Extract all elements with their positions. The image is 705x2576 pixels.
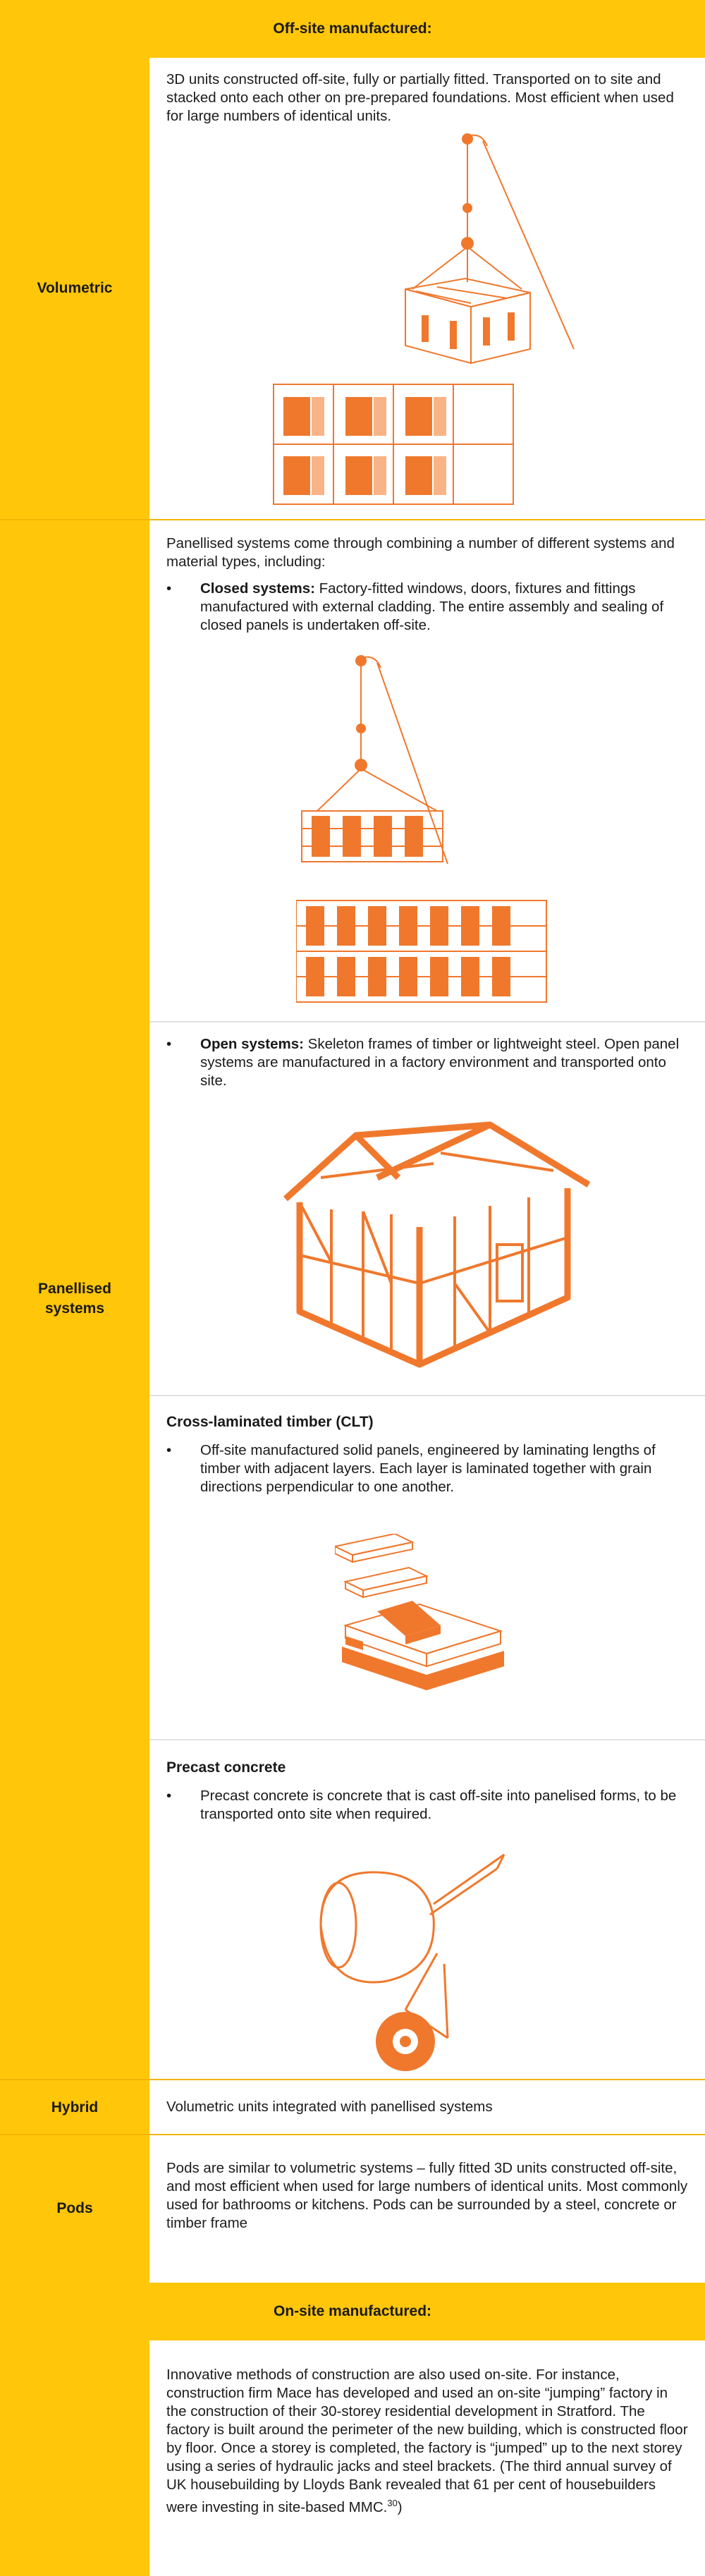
closed-systems-title: Closed systems: [200, 580, 315, 597]
cement-mixer-illustration [307, 1848, 518, 2073]
subrow-divider [149, 1739, 705, 1740]
onsite-footnote: 30 [387, 2498, 398, 2508]
bullet-dot: • [166, 1442, 172, 1458]
offsite-header-label: Off-site manufactured: [273, 20, 432, 37]
clt-text: Off-site manufactured solid panels, engineered by laminating lengths of timber with adjacent layers. Each layer is laminated together with grain directions perpendicular to one another. [200, 1442, 656, 1495]
clt-title: Cross-laminated timber (CLT) [166, 1414, 374, 1430]
onsite-header-label: On-site manufactured: [273, 2303, 432, 2319]
offsite-label-column [0, 58, 149, 2283]
panellised-label: Panellised systems [38, 1281, 111, 1317]
open-systems-title: Open systems: [200, 1036, 304, 1052]
onsite-description [166, 2366, 688, 2517]
onsite-label-column [0, 2340, 149, 2576]
volumetric-description: 3D units constructed off-site, fully or partially fitted. Transported on to site and stacked onto each other on pre-prepared foundations. Most efficient when used for large numbers of identical units. [166, 71, 674, 124]
subrow-divider [149, 1395, 705, 1396]
subrow-divider [149, 1021, 705, 1023]
pods-description: Pods are similar to volumetric systems – fully fitted 3D units constructed off-site, and most efficient when used for large numbers of identical units. Most commonly used for bathrooms or kitchens. Pods can be surrounded by a steel, concrete or timber frame [166, 2160, 688, 2231]
precast-text: Precast concrete is concrete that is cast off-site into panelised forms, to be transported onto site when required. [200, 1788, 677, 1822]
onsite-text: Innovative methods of construction are also used on-site. For instance, construction firm Mace has developed and used an on-site “jumping” factory in the construction of their 30-storey residential development in Stratford. The factory is built around the perimeter of the new building, which is constructed floor by floor. Once a storey is completed, the factory is “jumped” up to the next storey using a series of hydraulic jacks and steel brackets. (The third annual survey of UK housebuilding by Lloyds Bank revealed that 61 per cent of housebuilders were investing in site-based MMC. [166, 2367, 688, 2515]
open-systems-desc: Skeleton frames of timber or lightweight steel. Open panel systems are manufactured in a factory environment and transported onto site. [200, 1036, 680, 1089]
clt-bullet [166, 1441, 688, 1498]
closed-systems-desc: Factory-fitted windows, doors, fixtures and fittings manufactured with external cladding. The entire assembly and sealing of closed panels is undertaken off-site. [200, 580, 664, 633]
precast-bullet [166, 1787, 688, 1829]
offsite-header [0, 0, 705, 58]
bullet-dot: • [166, 1036, 172, 1052]
hybrid-description: Volumetric units integrated with panellised systems [166, 2099, 493, 2115]
onsite-header [0, 2283, 705, 2340]
clt-panels-illustration [335, 1534, 511, 1699]
timber-frame-house-illustration [278, 1121, 592, 1368]
onsite-closing: ) [397, 2498, 403, 2515]
pods-label: Pods [56, 2200, 93, 2216]
crane-module-illustration [268, 130, 592, 508]
crane-panel-illustration [296, 652, 550, 1005]
bullet-dot: • [166, 580, 172, 597]
open-systems-bullet [166, 1035, 688, 1092]
open-systems-text [200, 1035, 688, 1090]
bullet-dot: • [166, 1788, 172, 1804]
closed-systems-bullet [166, 580, 688, 636]
volumetric-label: Volumetric [37, 280, 113, 296]
hybrid-label: Hybrid [51, 2099, 99, 2116]
precast-title: Precast concrete [166, 1759, 286, 1776]
closed-systems-text [200, 580, 688, 635]
panellised-intro: Panellised systems come through combining a number of different systems and material types, including: [166, 535, 675, 570]
